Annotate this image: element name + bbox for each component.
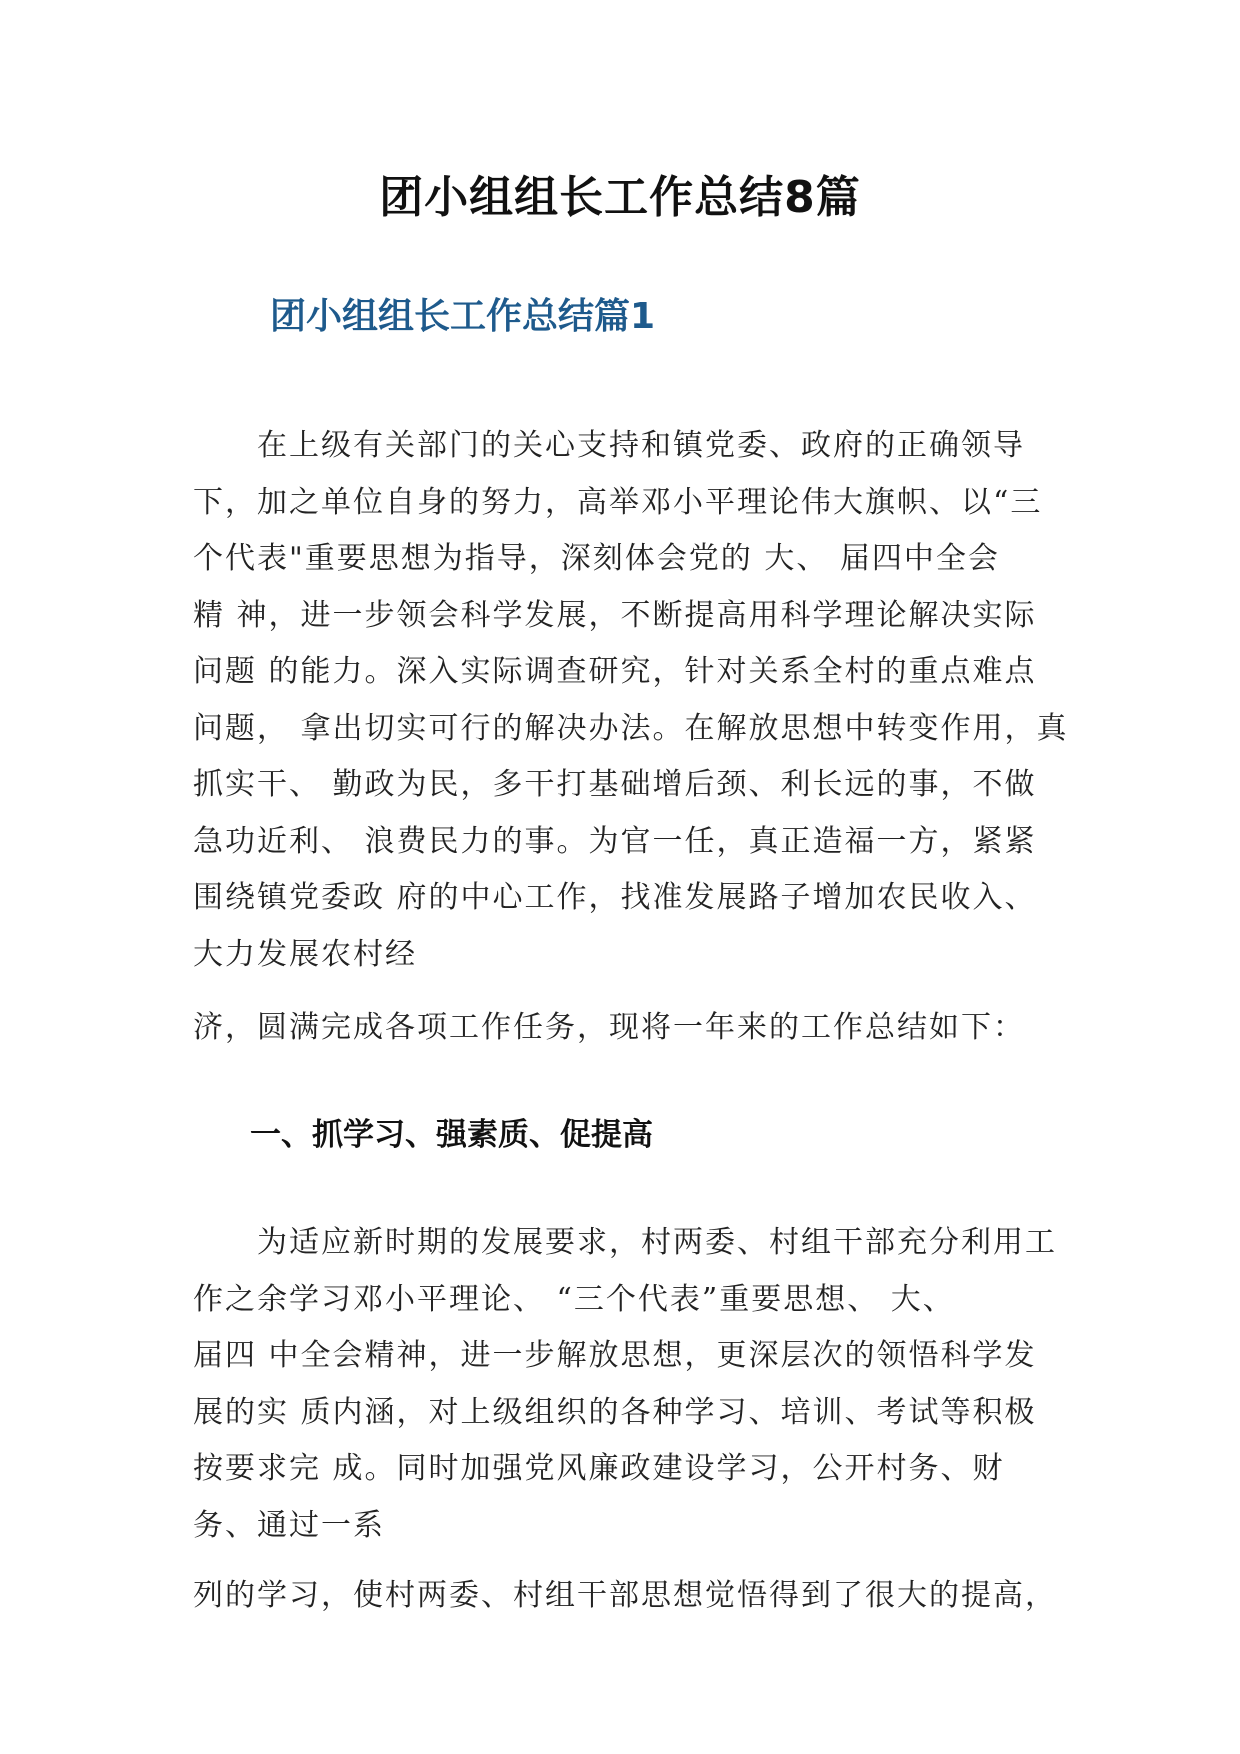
paragraph-line: 在上级有关部门的关心支持和镇党委、政府的正确领导: [193, 428, 1025, 463]
paragraph-line: 问题， 拿出切实可行的解决办法。在解放思想中转变作用，真: [193, 710, 1069, 746]
paragraph-line: 抓实干、 勤政为民，多干打基础增后颈、利长远的事，不做: [193, 767, 1037, 802]
paragraph-line: 下，加之单位自身的努力，高举邓小平理论伟大旗帜、以“三: [193, 484, 1043, 520]
paragraph-line: 围绕镇党委政 府的中心工作，找准发展路子增加农民收入、: [193, 880, 1037, 915]
paragraph-line: 问题 的能力。深入实际调查研究，针对关系全村的重点难点: [193, 654, 1037, 689]
paragraph-1-tail: [193, 1000, 1063, 1057]
paragraph-line: 务、通过一系: [193, 1507, 385, 1543]
paragraph-line: 济，圆满完成各项工作任务，现将一年来的工作总结如下：: [193, 1010, 1025, 1045]
paragraph-2: [193, 1215, 1063, 1554]
paragraph-line: 列的学习，使村两委、村组干部思想觉悟得到了很大的提高，: [193, 1578, 1057, 1613]
heading-one: 一、抓学习、强素质、促提高: [250, 1117, 653, 1153]
paragraph-line: 急功近利、 浪费民力的事。为官一任，真正造福一方，紧紧: [193, 823, 1037, 859]
paragraph-line: 按要求完 成。同时加强党风廉政建设学习，公开村务、财: [193, 1451, 1005, 1486]
document-title: 团小组组长工作总结8篇: [379, 172, 861, 223]
section-title: 团小组组长工作总结篇1: [270, 296, 656, 337]
paragraph-line: 大力发展农村经: [193, 936, 417, 972]
paragraph-1: [193, 418, 1069, 983]
paragraph-line: 为适应新时期的发展要求，村两委、村组干部充分利用工: [193, 1225, 1057, 1260]
paragraph-2-tail: [193, 1568, 1063, 1625]
paragraph-line: 个代表"重要思想为指导，深刻体会党的 大、 届四中全会: [193, 541, 1000, 576]
paragraph-line: 作之余学习邓小平理论、 “三个代表”重要思想、 大、: [193, 1281, 955, 1317]
paragraph-line: 精 神，进一步领会科学发展，不断提高用科学理论解决实际: [193, 597, 1037, 633]
paragraph-line: 届四 中全会精神，进一步解放思想，更深层次的领悟科学发: [193, 1338, 1037, 1373]
paragraph-line: 展的实 质内涵，对上级组织的各种学习、培训、考试等积极: [193, 1394, 1037, 1430]
